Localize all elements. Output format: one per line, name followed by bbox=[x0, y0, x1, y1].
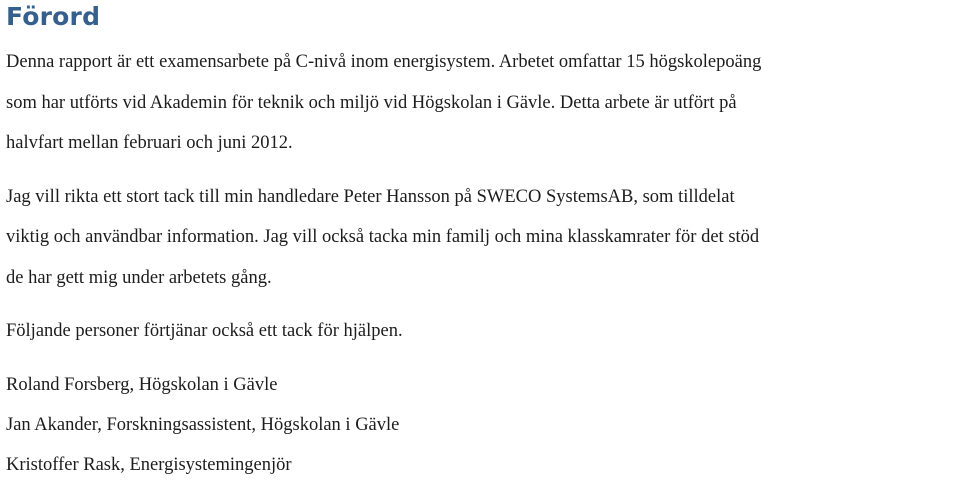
paragraph-line: som har utförts vid Akademin för teknik och miljö vid Högskolan i Gävle. Detta arbete är utfört på bbox=[6, 92, 737, 113]
paragraph-line: Denna rapport är ett examensarbete på C-nivå inom energisystem. Arbetet omfattar 15 högskolepoäng bbox=[6, 52, 762, 72]
names-list bbox=[6, 365, 956, 485]
name-entry: Jan Akander, Forskningsassistent, Högskolan i Gävle bbox=[6, 414, 400, 435]
paragraph-line: Jag vill rikta ett stort tack till min handledare Peter Hansson på SWECO SystemsAB, som tilldelat bbox=[6, 186, 735, 207]
paragraph-line: viktig och användbar information. Jag vill också tacka min familj och mina klasskamrater för det stöd bbox=[6, 227, 760, 247]
name-entry: Kristoffer Rask, Energisystemingenjör bbox=[6, 454, 292, 475]
paragraph-acknowledgement bbox=[6, 311, 956, 352]
paragraph-line: halvfart mellan februari och juni 2012. bbox=[6, 133, 293, 153]
name-entry: Roland Forsberg, Högskolan i Gävle bbox=[6, 374, 278, 395]
document-page bbox=[6, 0, 956, 485]
paragraph-line: de har gett mig under arbetets gång. bbox=[6, 267, 272, 288]
paragraph-thanks bbox=[6, 177, 956, 299]
section-heading: Förord bbox=[6, 2, 101, 31]
paragraph-line: Följande personer förtjänar också ett tack för hjälpen. bbox=[6, 321, 403, 341]
paragraph-intro bbox=[6, 42, 956, 164]
